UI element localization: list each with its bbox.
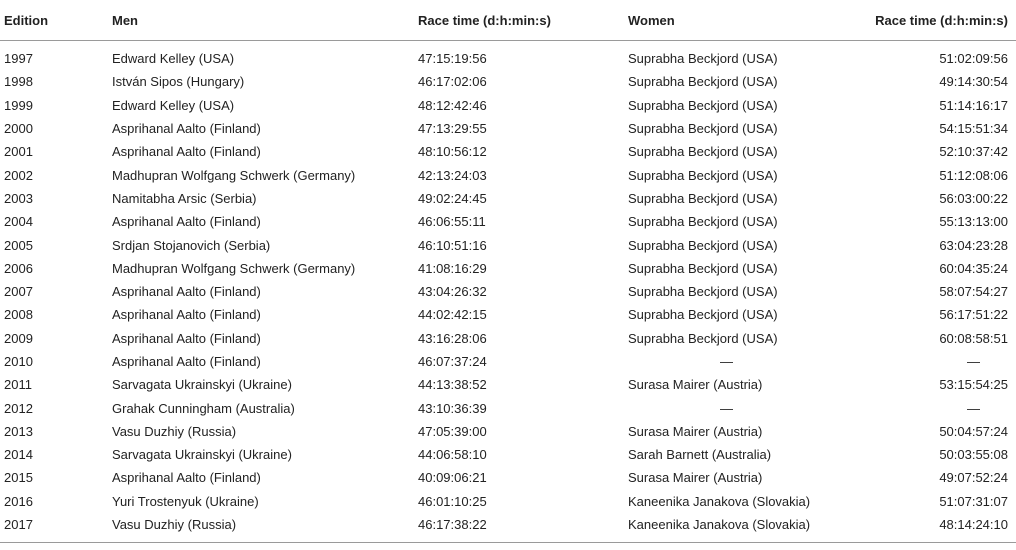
- cell-edition: 2013: [4, 423, 33, 439]
- cell-men-time: 47:05:39:00: [418, 423, 487, 439]
- cell-men-time: 43:16:28:06: [418, 330, 487, 346]
- cell-edition: 2004: [4, 214, 33, 230]
- cell-women-time: 51:12:08:06: [939, 167, 1008, 183]
- cell-edition: 2014: [4, 447, 33, 463]
- cell-women: Suprabha Beckjord (USA): [628, 51, 778, 67]
- table-row: [0, 280, 1016, 303]
- cell-men-time: 41:08:16:29: [418, 260, 487, 276]
- cell-women-time: 51:07:31:07: [939, 493, 1008, 509]
- header-row: [0, 0, 1016, 41]
- cell-men: István Sipos (Hungary): [112, 74, 245, 90]
- cell-women-time: 58:07:54:27: [939, 284, 1008, 300]
- cell-men: Vasu Duzhiy (Russia): [108, 513, 414, 543]
- cell-women: Suprabha Beckjord (USA): [628, 260, 778, 276]
- cell-men: Asprihanal Aalto (Finland): [112, 330, 261, 346]
- cell-men-time: 49:02:24:45: [418, 190, 487, 206]
- cell-women-time: 60:04:35:24: [939, 260, 1008, 276]
- cell-women-time: 49:14:30:54: [939, 74, 1008, 90]
- table-row: [0, 187, 1016, 210]
- cell-women-time: 50:04:57:24: [939, 423, 1008, 439]
- table-row: [0, 466, 1016, 489]
- cell-women: Suprabha Beckjord (USA): [628, 121, 778, 137]
- table-row: [0, 350, 1016, 373]
- table-row: [0, 163, 1016, 186]
- table-row: [0, 210, 1016, 233]
- cell-men: Grahak Cunningham (Australia): [112, 400, 295, 416]
- cell-men-time: 46:06:55:11: [418, 214, 486, 230]
- cell-women: Suprabha Beckjord (USA): [628, 237, 778, 253]
- cell-men-time: 44:06:58:10: [418, 447, 487, 463]
- cell-men-time: 46:07:37:24: [418, 354, 487, 369]
- table-row: [0, 70, 1016, 93]
- table-row: [0, 140, 1016, 163]
- table-row: [0, 396, 1016, 419]
- header-men: Men: [108, 0, 414, 41]
- cell-edition: 2005: [4, 237, 33, 253]
- cell-edition: 1997: [4, 51, 33, 67]
- cell-men: Asprihanal Aalto (Finland): [112, 284, 261, 300]
- table-row: [0, 117, 1016, 140]
- cell-men: Sarvagata Ukrainskyi (Ukraine): [112, 377, 292, 393]
- table-row: [0, 257, 1016, 280]
- cell-women: Suprabha Beckjord (USA): [628, 167, 778, 183]
- cell-women-time: 52:10:37:42: [939, 144, 1008, 160]
- cell-men-time: 42:13:24:03: [418, 167, 487, 183]
- cell-edition: 1999: [4, 97, 33, 113]
- cell-men: Srdjan Stojanovich (Serbia): [112, 237, 271, 253]
- cell-men-time: 48:10:56:12: [418, 144, 487, 160]
- cell-men-time: 43:04:26:32: [418, 284, 487, 300]
- cell-men: Asprihanal Aalto (Finland): [112, 121, 261, 137]
- cell-edition: 2011: [4, 377, 32, 393]
- cell-edition: 1998: [4, 74, 33, 90]
- cell-edition: 2009: [4, 330, 33, 346]
- cell-men: Asprihanal Aalto (Finland): [112, 144, 261, 160]
- cell-women: —: [720, 354, 733, 369]
- cell-women-time: 53:15:54:25: [939, 377, 1008, 393]
- cell-edition: 2006: [4, 260, 33, 276]
- table-row: [0, 303, 1016, 326]
- cell-women-time: 51:02:09:56: [939, 51, 1008, 67]
- cell-women: Surasa Mairer (Austria): [628, 470, 763, 486]
- cell-women: Suprabha Beckjord (USA): [628, 190, 778, 206]
- cell-men: Asprihanal Aalto (Finland): [112, 214, 261, 230]
- cell-women-time: 60:08:58:51: [939, 330, 1008, 346]
- cell-women-time: 56:03:00:22: [939, 190, 1008, 206]
- cell-edition: 2000: [4, 121, 33, 137]
- cell-men: Namitabha Arsic (Serbia): [112, 190, 257, 206]
- table-row: [0, 373, 1016, 396]
- cell-men: Yuri Trostenyuk (Ukraine): [112, 493, 259, 509]
- cell-women-time: 48:14:24:10: [824, 513, 1016, 543]
- cell-men-time: 47:15:19:56: [418, 51, 487, 67]
- cell-men: Edward Kelley (USA): [112, 97, 235, 113]
- header-men-time: Race time (d:h:min:s): [414, 0, 624, 41]
- cell-men-time: 46:10:51:16: [418, 237, 487, 253]
- cell-men: Sarvagata Ukrainskyi (Ukraine): [112, 447, 292, 463]
- cell-men: Madhupran Wolfgang Schwerk (Germany): [112, 167, 356, 183]
- cell-women-time: 54:15:51:34: [939, 121, 1008, 137]
- header-edition: Edition: [0, 0, 108, 41]
- cell-men: Asprihanal Aalto (Finland): [112, 470, 261, 486]
- cell-women: Sarah Barnett (Australia): [628, 447, 772, 463]
- cell-women: —: [720, 400, 733, 416]
- cell-men-time: 40:09:06:21: [418, 470, 487, 486]
- cell-women-time: 49:07:52:24: [939, 470, 1008, 486]
- cell-men-time: 43:10:36:39: [418, 400, 487, 416]
- cell-women: Suprabha Beckjord (USA): [628, 330, 778, 346]
- cell-men: Vasu Duzhiy (Russia): [112, 423, 237, 439]
- header-women: Women: [624, 0, 824, 41]
- cell-women: Surasa Mairer (Austria): [628, 423, 763, 439]
- cell-women: Suprabha Beckjord (USA): [628, 284, 778, 300]
- cell-women: Suprabha Beckjord (USA): [628, 74, 778, 90]
- cell-edition: 2001: [4, 144, 33, 160]
- table-row: [0, 443, 1016, 466]
- cell-men-time: 46:17:02:06: [418, 74, 487, 90]
- table-row: [0, 327, 1016, 350]
- cell-men-time: 44:13:38:52: [418, 377, 487, 393]
- table-row: [0, 233, 1016, 256]
- table-row: [0, 41, 1016, 71]
- cell-men: Asprihanal Aalto (Finland): [112, 354, 261, 369]
- cell-men-time: 46:01:10:25: [418, 493, 487, 509]
- cell-women-time: 51:14:16:17: [939, 97, 1008, 113]
- cell-edition: 2015: [4, 470, 33, 486]
- table-row: [0, 513, 1016, 543]
- cell-edition: 2003: [4, 190, 33, 206]
- cell-women-time: 56:17:51:22: [939, 307, 1008, 323]
- cell-women: Kaneenika Janakova (Slovakia): [628, 493, 811, 509]
- cell-women-time: 50:03:55:08: [939, 447, 1008, 463]
- cell-women: Suprabha Beckjord (USA): [628, 307, 778, 323]
- cell-women: Suprabha Beckjord (USA): [628, 214, 778, 230]
- cell-women: Suprabha Beckjord (USA): [628, 97, 778, 113]
- cell-women: Suprabha Beckjord (USA): [628, 144, 778, 160]
- cell-women-time: 55:13:13:00: [939, 214, 1008, 230]
- cell-edition: 2017: [0, 513, 108, 543]
- cell-men: Asprihanal Aalto (Finland): [112, 307, 261, 323]
- cell-men-time: 48:12:42:46: [418, 97, 487, 113]
- cell-edition: 2016: [4, 493, 33, 509]
- cell-edition: 2012: [4, 400, 33, 416]
- cell-edition: 2008: [4, 307, 33, 323]
- table-row: [0, 94, 1016, 117]
- cell-women: Kaneenika Janakova (Slovakia): [624, 513, 824, 543]
- cell-women-time: 63:04:23:28: [939, 237, 1008, 253]
- cell-men-time: 44:02:42:15: [418, 307, 487, 323]
- header-women-time: Race time (d:h:min:s): [824, 0, 1016, 41]
- cell-men: Madhupran Wolfgang Schwerk (Germany): [112, 260, 356, 276]
- table-row: [0, 420, 1016, 443]
- cell-men: Edward Kelley (USA): [112, 51, 235, 67]
- cell-edition: 2007: [4, 284, 33, 300]
- cell-women-time: —: [967, 354, 980, 369]
- table-row: [0, 490, 1016, 513]
- cell-women-time: —: [967, 400, 980, 416]
- cell-women: Surasa Mairer (Austria): [628, 377, 763, 393]
- cell-men-time: 47:13:29:55: [418, 121, 487, 137]
- cell-men-time: 46:17:38:22: [414, 513, 624, 543]
- cell-edition: 2002: [4, 167, 33, 183]
- cell-edition: 2010: [4, 354, 33, 369]
